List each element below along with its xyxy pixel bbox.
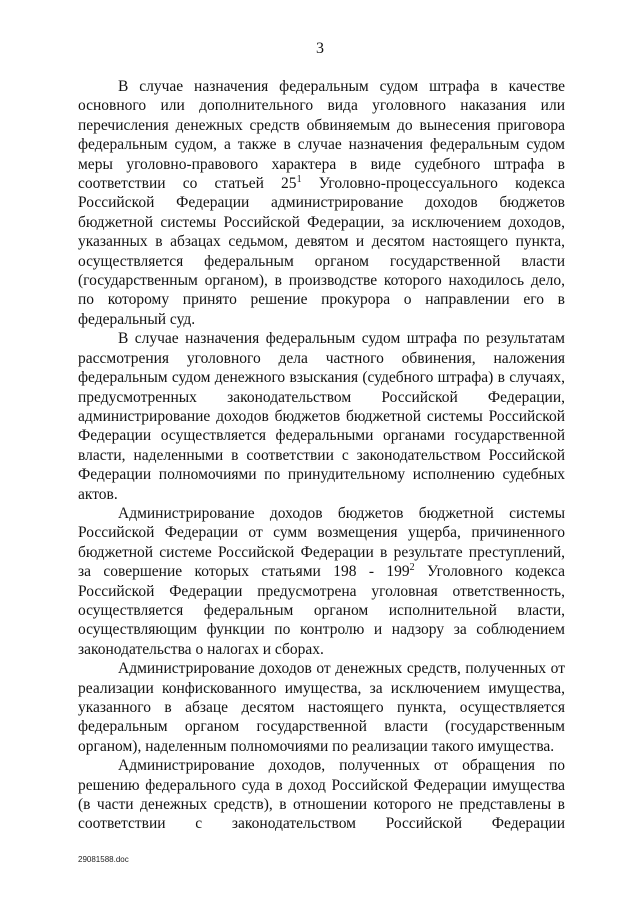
paragraph-5 xyxy=(78,756,565,834)
paragraph-5-text: Администрирование доходов, полученных от обращения по решению федерального суда в доход Российской Федерации имущества (в части денежных средств), в отношении которого не представлены в соответствии с законодательством Российской Федерации xyxy=(78,757,565,833)
paragraph-2 xyxy=(78,329,565,504)
document-id: 29081588.doc xyxy=(78,855,129,864)
superscript-1: 1 xyxy=(296,174,302,186)
paragraph-4 xyxy=(78,659,565,756)
paragraph-1-text-a: В случае назначения федеральным судом штрафа в качестве основного или дополнительного вида уголовного наказания или перечисления денежных средств обвиняемым до вынесения приговора федеральным судом, а также в случае назначения федеральным судом меры уголовно-правового характера в виде судебного штрафа в соответствии со статьей 25 xyxy=(78,78,565,193)
document-body xyxy=(78,77,565,834)
paragraph-3-text-a: Администрирование доходов бюджетов бюджетной системы Российской Федерации от сумм возмещения ущерба, причиненного бюджетной системе Российской Федерации в результате преступлений, за совершение которых статьями 198 - 199 xyxy=(78,504,565,581)
paragraph-1-text-b: Уголовно-процессуального кодекса Российской Федерации администрирование доходов бюджетов бюджетной системы Российской Федерации, за исключением доходов, указанных в абзацах седьмом, девятом и десятом настоящего пункта, осуществляется федеральным органом государственной власти (государственным органом), в производстве которого находилось дело, по которому принято решение прокурора о направлении его в федеральный суд. xyxy=(78,175,565,328)
paragraph-3 xyxy=(78,504,565,659)
paragraph-1 xyxy=(78,77,565,329)
page-number: 3 xyxy=(316,40,324,57)
paragraph-2-text: В случае назначения федеральным судом штрафа по результатам рассмотрения уголовного дела частного обвинения, наложения федеральным судом денежного взыскания (судебного штрафа) в случаях, предусмотренных законодательством Российской Федерации, администрирование доходов бюджетов бюджетной системы Российской Федерации осуществляется федеральными органами государственной власти, наделенными в соответствии с законодательством Российской Федерации полномочиями по принудительному исполнению судебных актов. xyxy=(78,330,565,503)
paragraph-4-text: Администрирование доходов от денежных средств, полученных от реализации конфискованного имущества, за исключением имущества, указанного в абзаце десятом настоящего пункта, осуществляется федеральным органом государственной власти (государственным органом), наделенным полномочиями по реализации такого имущества. xyxy=(78,660,565,755)
superscript-2: 2 xyxy=(409,562,415,574)
paragraph-3-text-b: Уголовного кодекса Российской Федерации предусмотрена уголовная ответственность, осуществляется федеральным органом исполнительной власти, осуществляющим функции по контролю и надзору за соблюдением законодательства о налогах и сборах. xyxy=(78,563,566,658)
